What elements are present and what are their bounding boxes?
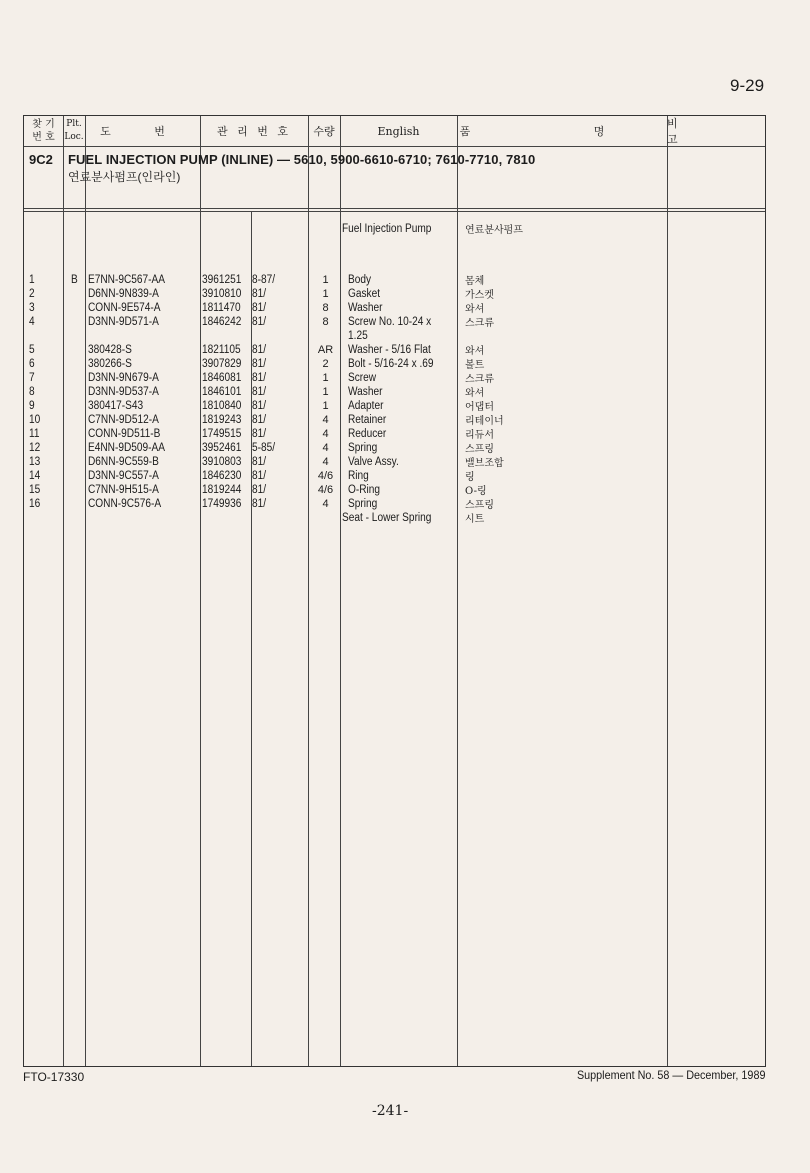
row-find-no: 4 xyxy=(29,316,35,328)
divider xyxy=(200,116,201,1066)
row-korean-name: 와셔 xyxy=(465,346,485,357)
row-find-no: 2 xyxy=(29,288,35,300)
header-plt-loc-line1: Plt. xyxy=(66,119,82,129)
row-drawing-number: CONN-9E574-A xyxy=(88,302,161,314)
row-control-date: 81/ xyxy=(252,400,267,412)
row-control-number: 1811470 xyxy=(202,302,241,314)
row-control-number: 3907829 xyxy=(202,358,242,370)
row-control-number: 3961251 xyxy=(202,274,242,286)
row-drawing-number: E7NN-9C567-AA xyxy=(88,274,166,286)
row-english-name: Body xyxy=(348,274,372,286)
row-drawing-number: 380266-S xyxy=(88,358,132,370)
row-quantity: 8 xyxy=(322,302,329,314)
header-plt-loc-line2: Loc. xyxy=(64,132,84,142)
trailing-korean: 시트 xyxy=(465,514,485,525)
row-control-number: 1819244 xyxy=(202,484,242,496)
row-korean-name: 볼트 xyxy=(465,360,485,371)
row-english-name: 1.25 xyxy=(348,330,368,342)
row-quantity: 4 xyxy=(322,456,329,468)
row-quantity: 8 xyxy=(322,316,329,328)
assembly-english: Fuel Injection Pump xyxy=(342,223,432,235)
header-drawing-no: 도 번 xyxy=(100,125,185,138)
row-english-name: Washer xyxy=(348,386,383,398)
row-find-no: 5 xyxy=(29,344,35,356)
row-quantity: 1 xyxy=(322,400,329,412)
row-english-name: Ring xyxy=(348,470,369,482)
divider xyxy=(24,211,765,212)
row-control-date: 81/ xyxy=(252,344,267,356)
row-korean-name: 와셔 xyxy=(465,388,485,399)
row-control-number: 1846081 xyxy=(202,372,242,384)
row-english-name: Reducer xyxy=(348,428,387,440)
header-find-no-line2: 번 호 xyxy=(32,132,55,143)
row-quantity: AR xyxy=(317,344,334,356)
row-quantity: 1 xyxy=(322,386,329,398)
row-korean-name: 스프링 xyxy=(465,500,494,511)
row-drawing-number: C7NN-9H515-A xyxy=(88,484,159,496)
row-control-date: 81/ xyxy=(252,288,267,300)
row-control-number: 1846230 xyxy=(202,470,242,482)
row-control-date: 81/ xyxy=(252,358,267,370)
row-korean-name: 스크류 xyxy=(465,318,494,329)
row-quantity: 4/6 xyxy=(317,470,334,482)
row-korean-name: O-링 xyxy=(465,486,487,497)
row-quantity: 4 xyxy=(322,498,329,510)
row-control-date: 81/ xyxy=(252,316,267,328)
row-control-date: 81/ xyxy=(252,456,267,468)
row-english-name: O-Ring xyxy=(348,484,381,496)
row-english-name: Spring xyxy=(348,442,378,454)
row-english-name: Adapter xyxy=(348,400,384,412)
row-drawing-number: D3NN-9C557-A xyxy=(88,470,159,482)
row-quantity: 4 xyxy=(322,414,329,426)
row-korean-name: 링 xyxy=(465,472,475,483)
row-find-no: 16 xyxy=(29,498,41,510)
row-korean-name: 밸브조합 xyxy=(465,458,504,469)
row-find-no: 9 xyxy=(29,400,35,412)
row-control-number: 1810840 xyxy=(202,400,242,412)
row-english-name: Retainer xyxy=(348,414,387,426)
row-drawing-number: CONN-9C576-A xyxy=(88,498,162,510)
divider xyxy=(63,116,64,1066)
trailing-english: Seat - Lower Spring xyxy=(342,512,432,524)
row-drawing-number: 380417-S43 xyxy=(88,400,144,412)
row-korean-name: 스크류 xyxy=(465,374,494,385)
doc-code: FTO-17330 xyxy=(23,1070,85,1084)
row-drawing-number: D3NN-9D537-A xyxy=(88,386,159,398)
row-control-number: 3910803 xyxy=(202,456,242,468)
row-control-number: 1846242 xyxy=(202,316,242,328)
row-english-name: Gasket xyxy=(348,288,381,300)
row-control-number: 3952461 xyxy=(202,442,242,454)
divider xyxy=(308,116,309,1066)
row-english-name: Washer xyxy=(348,302,383,314)
row-control-number: 1846101 xyxy=(202,386,242,398)
row-control-number: 1821105 xyxy=(202,344,241,356)
row-english-name: Screw No. 10-24 x xyxy=(348,316,432,328)
row-control-date: 81/ xyxy=(252,372,267,384)
row-find-no: 6 xyxy=(29,358,35,370)
center-page-number: -241- xyxy=(372,1103,409,1119)
row-quantity: 2 xyxy=(322,358,329,370)
row-korean-name: 와셔 xyxy=(465,304,485,315)
row-korean-name: 리듀서 xyxy=(465,430,494,441)
section-subtitle: 연료분사펌프(인라인) xyxy=(68,170,181,184)
row-english-name: Washer - 5/16 Flat xyxy=(348,344,431,356)
row-quantity: 1 xyxy=(322,288,329,300)
row-drawing-number: D3NN-9D571-A xyxy=(88,316,159,328)
row-drawing-number: D6NN-9C559-B xyxy=(88,456,159,468)
row-find-no: 14 xyxy=(29,470,41,482)
row-control-number: 1749515 xyxy=(202,428,242,440)
row-quantity: 4 xyxy=(322,428,329,440)
header-find-no xyxy=(24,116,63,146)
row-korean-name: 리테이너 xyxy=(465,416,504,427)
header-find-no-line1: 찾 기 xyxy=(32,119,55,130)
row-control-date: 81/ xyxy=(252,484,267,496)
row-plant-location: B xyxy=(71,274,78,286)
header-control-no: 관 리 번 호 xyxy=(217,125,291,138)
row-korean-name: 가스켓 xyxy=(465,290,494,301)
row-quantity: 1 xyxy=(322,274,329,286)
row-quantity: 4 xyxy=(322,442,329,454)
divider xyxy=(251,211,252,1066)
row-english-name: Valve Assy. xyxy=(348,456,399,468)
row-control-date: 81/ xyxy=(252,498,267,510)
row-find-no: 12 xyxy=(29,442,41,454)
divider xyxy=(340,116,341,1066)
row-korean-name: 어댑터 xyxy=(465,402,494,413)
row-drawing-number: CONN-9D511-B xyxy=(88,428,161,440)
row-control-date: 81/ xyxy=(252,302,267,314)
row-control-date: 8-87/ xyxy=(252,274,276,286)
row-find-no: 3 xyxy=(29,302,35,314)
row-find-no: 13 xyxy=(29,456,41,468)
row-korean-name: 몸체 xyxy=(465,276,485,287)
row-drawing-number: D6NN-9N839-A xyxy=(88,288,159,300)
header-english: English xyxy=(377,124,420,138)
row-english-name: Screw xyxy=(348,372,377,384)
section-code: 9C2 xyxy=(29,152,53,167)
divider xyxy=(24,208,765,209)
row-control-date: 81/ xyxy=(252,414,267,426)
section-title: FUEL INJECTION PUMP (INLINE) — 5610, 5900-6610-6710; 7610-7710, 7810 xyxy=(68,152,536,167)
row-control-date: 81/ xyxy=(252,386,267,398)
row-drawing-number: E4NN-9D509-AA xyxy=(88,442,166,454)
row-english-name: Bolt - 5/16-24 x .69 xyxy=(348,358,434,370)
row-english-name: Spring xyxy=(348,498,378,510)
page-number: 9-29 xyxy=(730,76,765,95)
row-control-date: 5-85/ xyxy=(252,442,276,454)
row-find-no: 15 xyxy=(29,484,41,496)
row-quantity: 1 xyxy=(322,372,329,384)
row-drawing-number: D3NN-9N679-A xyxy=(88,372,159,384)
divider xyxy=(24,146,765,147)
row-korean-name: 스프링 xyxy=(465,444,494,455)
row-control-number: 1819243 xyxy=(202,414,242,426)
row-drawing-number: C7NN-9D512-A xyxy=(88,414,159,426)
row-find-no: 1 xyxy=(29,274,35,286)
row-find-no: 7 xyxy=(29,372,35,384)
divider xyxy=(667,116,668,1066)
parts-table xyxy=(23,115,766,1067)
assembly-korean: 연료분사펌프 xyxy=(465,225,523,236)
row-find-no: 8 xyxy=(29,386,35,398)
header-remarks: 비 고 xyxy=(667,117,708,146)
row-drawing-number: 380428-S xyxy=(88,344,132,356)
supplement-note: Supplement No. 58 — December, 1989 xyxy=(576,1068,765,1082)
row-find-no: 11 xyxy=(29,428,40,440)
header-plt-loc xyxy=(63,116,85,146)
row-control-number: 3910810 xyxy=(202,288,242,300)
header-korean-name: 품 명 xyxy=(459,125,665,138)
header-qty: 수량 xyxy=(313,125,335,138)
row-quantity: 4/6 xyxy=(317,484,334,496)
divider xyxy=(457,116,458,1066)
row-control-number: 1749936 xyxy=(202,498,242,510)
row-find-no: 10 xyxy=(29,414,41,426)
row-control-date: 81/ xyxy=(252,428,267,440)
row-control-date: 81/ xyxy=(252,470,267,482)
divider xyxy=(85,116,86,1066)
